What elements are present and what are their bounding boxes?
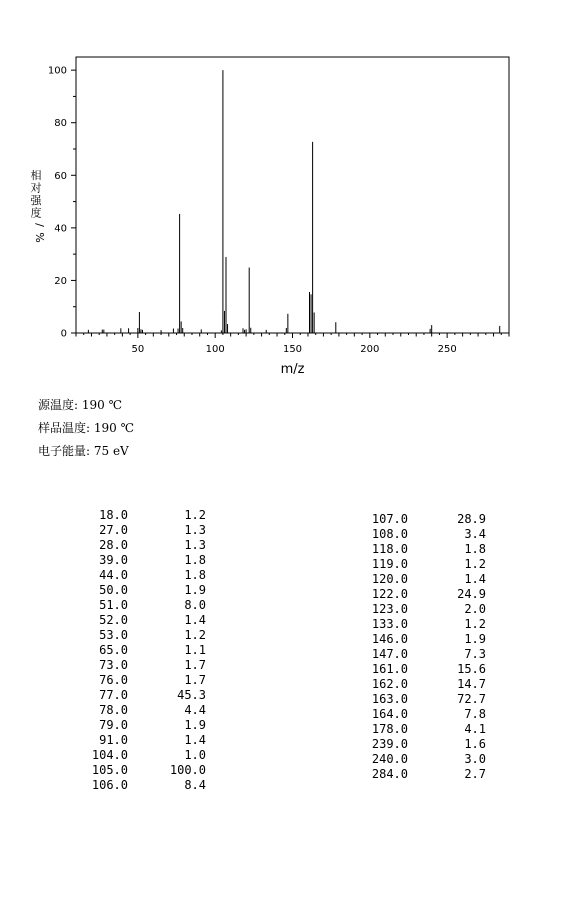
- y-tick-label: 0: [60, 328, 67, 340]
- mz-value: 53.0: [99, 628, 128, 642]
- mz-value: 104.0: [91, 748, 128, 762]
- peak-row: [368, 752, 486, 767]
- peak-row: [88, 613, 206, 628]
- abundance-value: 1.1: [184, 643, 206, 657]
- abundance-value: 24.9: [457, 587, 486, 601]
- abundance-value: 1.4: [184, 613, 206, 627]
- peak-table-left: [88, 508, 206, 793]
- abundance-value: 1.8: [464, 542, 486, 556]
- mz-value: 146.0: [371, 632, 408, 646]
- peak-row: [368, 527, 486, 542]
- peak-row: [88, 763, 206, 778]
- abundance-value: 1.0: [184, 748, 206, 762]
- peak-row: [88, 658, 206, 673]
- y-axis-label-char: %: [33, 232, 46, 243]
- abundance-value: 3.0: [464, 752, 486, 766]
- abundance-value: 7.8: [464, 707, 486, 721]
- abundance-value: 45.3: [177, 688, 206, 702]
- abundance-value: 2.0: [464, 602, 486, 616]
- peak-row: [88, 538, 206, 553]
- y-tick-label: 80: [54, 118, 67, 130]
- abundance-value: 1.7: [184, 658, 206, 672]
- abundance-value: 2.7: [464, 767, 486, 781]
- y-tick-label: 100: [47, 65, 67, 77]
- abundance-value: 1.3: [184, 523, 206, 537]
- abundance-value: 1.4: [184, 733, 206, 747]
- abundance-value: 1.4: [464, 572, 486, 586]
- peak-row: [88, 508, 206, 523]
- abundance-value: 8.0: [184, 598, 206, 612]
- mz-value: 105.0: [91, 763, 128, 777]
- y-tick-label: 20: [54, 275, 67, 287]
- mz-value: 106.0: [91, 778, 128, 792]
- mz-value: 164.0: [371, 707, 408, 721]
- mz-value: 119.0: [371, 557, 408, 571]
- x-tick-label: 200: [360, 344, 380, 355]
- abundance-value: 4.1: [464, 722, 486, 736]
- mz-value: 120.0: [371, 572, 408, 586]
- abundance-value: 1.6: [464, 737, 486, 751]
- peak-row: [368, 692, 486, 707]
- abundance-value: 100.0: [169, 763, 206, 777]
- abundance-value: 1.2: [464, 557, 486, 571]
- peak-row: [88, 643, 206, 658]
- peak-row: [368, 587, 486, 602]
- mz-value: 122.0: [371, 587, 408, 601]
- plot-frame: [76, 57, 509, 333]
- peak-row: [88, 568, 206, 583]
- mz-value: 108.0: [371, 527, 408, 541]
- x-tick-label: 50: [131, 344, 145, 355]
- x-tick-label: 150: [282, 344, 303, 355]
- mz-value: 178.0: [371, 722, 408, 736]
- mz-value: 163.0: [371, 692, 408, 706]
- peak-row: [88, 598, 206, 613]
- mz-value: 240.0: [371, 752, 408, 766]
- peak-row: [368, 557, 486, 572]
- peak-row: [368, 722, 486, 737]
- condition-value: 75 eV: [93, 444, 129, 458]
- y-axis-label-char: 相: [30, 169, 42, 182]
- peak-row: [368, 617, 486, 632]
- mz-value: 76.0: [99, 673, 128, 687]
- abundance-value: 1.8: [184, 553, 206, 567]
- peak-row: [88, 703, 206, 718]
- y-axis-label-char: 对: [30, 181, 42, 195]
- mz-value: 133.0: [371, 617, 408, 631]
- x-axis-label: m/z: [280, 362, 305, 377]
- condition-label: 源温度:: [38, 398, 79, 412]
- mz-value: 107.0: [371, 512, 408, 526]
- y-tick-label: 40: [54, 223, 67, 235]
- abundance-value: 1.9: [464, 632, 486, 646]
- peak-row: [88, 748, 206, 763]
- mz-value: 39.0: [99, 553, 128, 567]
- mz-value: 118.0: [371, 542, 408, 556]
- peak-row: [88, 673, 206, 688]
- condition-value: 190 ℃: [93, 421, 135, 435]
- mz-value: 162.0: [371, 677, 408, 691]
- abundance-value: 15.6: [457, 662, 486, 676]
- peak-row: [368, 647, 486, 662]
- peak-row: [88, 628, 206, 643]
- y-axis-label-char: /: [33, 223, 46, 227]
- mz-value: 27.0: [99, 523, 128, 537]
- abundance-value: 1.9: [184, 583, 206, 597]
- condition-label: 样品温度:: [38, 421, 91, 435]
- peak-row: [88, 583, 206, 598]
- abundance-value: 28.9: [457, 512, 486, 526]
- mz-value: 147.0: [371, 647, 408, 661]
- abundance-value: 1.9: [184, 718, 206, 732]
- peak-row: [88, 553, 206, 568]
- abundance-value: 1.2: [184, 508, 206, 522]
- mz-value: 44.0: [99, 568, 128, 582]
- abundance-value: 1.2: [464, 617, 486, 631]
- peak-row: [368, 767, 486, 782]
- y-tick-label: 60: [54, 170, 67, 182]
- peak-row: [88, 688, 206, 703]
- abundance-value: 1.8: [184, 568, 206, 582]
- y-axis-label-char: 度: [30, 206, 42, 220]
- peak-row: [368, 677, 486, 692]
- mz-value: 52.0: [99, 613, 128, 627]
- mz-value: 51.0: [99, 598, 128, 612]
- peak-row: [368, 632, 486, 647]
- peak-table-right: [368, 512, 486, 782]
- mz-value: 161.0: [371, 662, 408, 676]
- abundance-value: 14.7: [457, 677, 486, 691]
- mz-value: 65.0: [99, 643, 128, 657]
- mz-value: 73.0: [99, 658, 128, 672]
- condition-label: 电子能量:: [38, 444, 91, 458]
- mz-value: 50.0: [99, 583, 128, 597]
- abundance-value: 72.7: [457, 692, 486, 706]
- condition-value: 190 ℃: [81, 398, 123, 412]
- mz-value: 79.0: [99, 718, 128, 732]
- abundance-value: 1.2: [184, 628, 206, 642]
- peak-row: [368, 737, 486, 752]
- mz-value: 77.0: [99, 688, 128, 702]
- peak-row: [368, 707, 486, 722]
- peak-row: [368, 602, 486, 617]
- mz-value: 28.0: [99, 538, 128, 552]
- sample-temperature: [38, 419, 134, 436]
- y-axis-label-char: 强: [30, 194, 42, 207]
- peak-row: [368, 512, 486, 527]
- peak-row: [88, 733, 206, 748]
- mz-value: 123.0: [371, 602, 408, 616]
- abundance-value: 4.4: [184, 703, 206, 717]
- peak-row: [368, 572, 486, 587]
- peak-row: [368, 662, 486, 677]
- peak-row: [88, 778, 206, 793]
- peak-row: [368, 542, 486, 557]
- mz-value: 239.0: [371, 737, 408, 751]
- mass-spectrum-chart: [0, 0, 570, 390]
- mz-value: 78.0: [99, 703, 128, 717]
- abundance-value: 3.4: [464, 527, 486, 541]
- x-tick-label: 100: [205, 344, 225, 355]
- mz-value: 284.0: [371, 767, 408, 781]
- electron-energy: [38, 442, 129, 459]
- abundance-value: 1.7: [184, 673, 206, 687]
- mz-value: 18.0: [99, 508, 128, 522]
- mz-value: 91.0: [99, 733, 128, 747]
- abundance-value: 7.3: [464, 647, 486, 661]
- abundance-value: 8.4: [184, 778, 206, 792]
- peak-row: [88, 523, 206, 538]
- peak-row: [88, 718, 206, 733]
- mass-spectrum-svg: [0, 0, 570, 390]
- x-tick-label: 250: [437, 344, 457, 355]
- source-temperature: [38, 396, 122, 413]
- abundance-value: 1.3: [184, 538, 206, 552]
